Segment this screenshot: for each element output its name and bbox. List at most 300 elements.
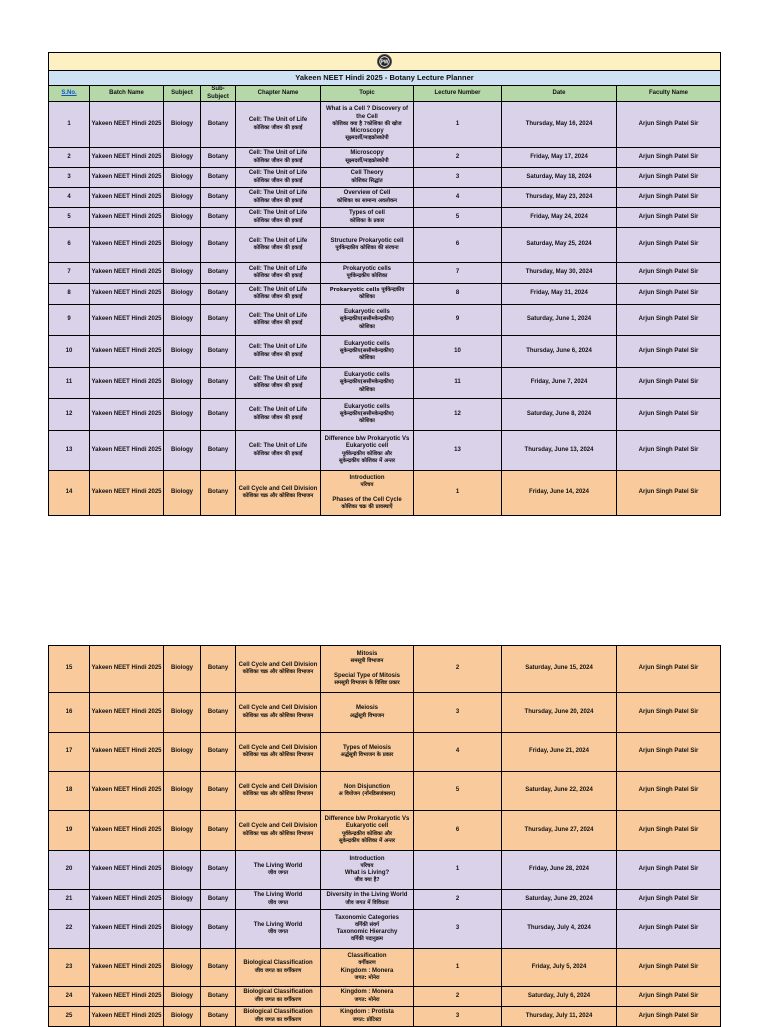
- chapter-name-en: Cell Cycle and Cell Division: [238, 783, 318, 790]
- cell-date: Saturday, May 25, 2024: [502, 228, 617, 263]
- planner-title: Yakeen NEET Hindi 2025 - Botany Lecture Planner: [49, 71, 721, 86]
- topic-line: कोशिका: [359, 355, 375, 362]
- chapter-name-hi: कोशिका जीवन की इकाई: [253, 273, 303, 279]
- cell-sub-subject: Botany: [201, 399, 236, 431]
- cell-lecture-number: 11: [414, 368, 502, 399]
- cell-faculty: Arjun Singh Patel Sir: [617, 168, 721, 188]
- topic-line: Eukaryotic cells: [344, 372, 390, 379]
- chapter-name-hi: कोशिका चक्र और कोशिका विभाजन: [242, 669, 314, 675]
- table-row: [49, 987, 721, 1007]
- cell-lecture-number: 3: [414, 910, 502, 949]
- topic-line: समसूत्री विभाजन: [350, 658, 384, 665]
- chapter-name-en: Cell: The Unit of Life: [248, 265, 308, 272]
- cell-chapter: [236, 208, 321, 228]
- chapter-name-en: Cell Cycle and Cell Division: [238, 661, 318, 668]
- cell-sno: 1: [49, 102, 90, 148]
- cell-lecture-number: 2: [414, 646, 502, 693]
- cell-topic: [321, 305, 414, 336]
- cell-faculty: Arjun Singh Patel Sir: [617, 1007, 721, 1027]
- pw-logo-icon: [377, 54, 392, 69]
- topic-line: Eukaryotic cells: [344, 403, 390, 410]
- cell-lecture-number: 8: [414, 284, 502, 305]
- table-row: [49, 399, 721, 431]
- chapter-name-en: Biological Classification: [243, 989, 313, 996]
- cell-sno: 15: [49, 646, 90, 693]
- topic-line: Types of cell: [349, 210, 385, 217]
- cell-sub-subject: Botany: [201, 987, 236, 1007]
- cell-date: Saturday, May 18, 2024: [502, 168, 617, 188]
- cell-sno: 25: [49, 1007, 90, 1027]
- cell-topic: [321, 949, 414, 987]
- cell-faculty: Arjun Singh Patel Sir: [617, 305, 721, 336]
- cell-batch: Yakeen NEET Hindi 2025: [90, 188, 164, 208]
- topic-line: कोशिका चक्र की प्रावस्थाएँ: [341, 503, 393, 510]
- topic-line: सुकेन्द्रकीय(ससीमकेन्द्रकीय): [339, 410, 395, 417]
- cell-sno: 3: [49, 168, 90, 188]
- topic-line: जगत: मोनेरा: [354, 974, 380, 981]
- topic-line: Difference b/w Prokaryotic Vs Eukaryotic cell: [324, 436, 410, 450]
- cell-batch: Yakeen NEET Hindi 2025: [90, 811, 164, 851]
- chapter-name-en: Cell: The Unit of Life: [248, 190, 308, 197]
- cell-sub-subject: Botany: [201, 102, 236, 148]
- planner-table-2: [48, 645, 721, 1027]
- cell-sno: 22: [49, 910, 90, 949]
- topic-line: What is a Cell ? Discovery of the Cell: [325, 106, 409, 120]
- topic-line: सूक्ष्मदर्शी/माइक्रोस्कोपी: [345, 135, 389, 142]
- cell-faculty: Arjun Singh Patel Sir: [617, 987, 721, 1007]
- cell-chapter: [236, 305, 321, 336]
- cell-topic: [321, 890, 414, 910]
- topic-line: Structure Prokaryotic cell: [330, 237, 404, 244]
- cell-batch: Yakeen NEET Hindi 2025: [90, 336, 164, 368]
- cell-sub-subject: Botany: [201, 693, 236, 733]
- cell-faculty: Arjun Singh Patel Sir: [617, 431, 721, 471]
- cell-lecture-number: 6: [414, 228, 502, 263]
- chapter-name-hi: कोशिका चक्र और कोशिका विभाजन: [242, 493, 314, 499]
- cell-sno: 14: [49, 471, 90, 516]
- topic-line: Phases of the Cell Cycle: [332, 496, 402, 503]
- table-row: [49, 336, 721, 368]
- cell-sno: 20: [49, 851, 90, 890]
- cell-sno: 9: [49, 305, 90, 336]
- chapter-name-en: Cell Cycle and Cell Division: [238, 744, 318, 751]
- table-row: [49, 168, 721, 188]
- table-row: [49, 772, 721, 811]
- topic-line: [322, 490, 412, 497]
- topic-line: कोशिका: [359, 323, 375, 330]
- cell-chapter: [236, 336, 321, 368]
- cell-topic: [321, 188, 414, 208]
- cell-sno: 10: [49, 336, 90, 368]
- col-header-lecture: Lecture Number: [414, 86, 502, 102]
- cell-subject: Biology: [164, 102, 201, 148]
- cell-sub-subject: Botany: [201, 471, 236, 516]
- cell-faculty: Arjun Singh Patel Sir: [617, 811, 721, 851]
- topic-line: वर्गिकी संवर्ग: [354, 921, 380, 928]
- chapter-name-en: Cell: The Unit of Life: [248, 312, 308, 319]
- cell-lecture-number: 4: [414, 733, 502, 772]
- cell-batch: Yakeen NEET Hindi 2025: [90, 471, 164, 516]
- topic-line: जगत: प्रोटिस्टा: [352, 1016, 382, 1023]
- cell-batch: Yakeen NEET Hindi 2025: [90, 733, 164, 772]
- cell-sub-subject: Botany: [201, 1007, 236, 1027]
- cell-faculty: Arjun Singh Patel Sir: [617, 188, 721, 208]
- topic-line: Microscopy: [350, 150, 384, 157]
- cell-chapter: [236, 949, 321, 987]
- cell-date: Friday, June 28, 2024: [502, 851, 617, 890]
- col-header-sno[interactable]: S.No.: [49, 86, 90, 102]
- cell-date: Friday, June 7, 2024: [502, 368, 617, 399]
- table-row: [49, 208, 721, 228]
- table-row: [49, 263, 721, 284]
- topic-line: Non Disjunction: [344, 783, 390, 790]
- cell-lecture-number: 1: [414, 949, 502, 987]
- cell-sub-subject: Botany: [201, 949, 236, 987]
- cell-subject: Biology: [164, 431, 201, 471]
- topic-line: Introduction: [349, 475, 385, 482]
- cell-subject: Biology: [164, 148, 201, 168]
- cell-sno: 24: [49, 987, 90, 1007]
- topic-line: कोशिका के प्रकार: [349, 217, 385, 224]
- col-header-date: Date: [502, 86, 617, 102]
- cell-sub-subject: Botany: [201, 368, 236, 399]
- cell-sub-subject: Botany: [201, 263, 236, 284]
- cell-subject: Biology: [164, 733, 201, 772]
- cell-sub-subject: Botany: [201, 284, 236, 305]
- cell-batch: Yakeen NEET Hindi 2025: [90, 693, 164, 733]
- cell-topic: [321, 102, 414, 148]
- cell-topic: [321, 431, 414, 471]
- topic-line: सुकेन्द्रकीय(ससीमकेन्द्रकीय): [339, 316, 395, 323]
- topic-line: Overview of Cell: [343, 190, 391, 197]
- cell-batch: Yakeen NEET Hindi 2025: [90, 228, 164, 263]
- cell-date: Thursday, May 30, 2024: [502, 263, 617, 284]
- cell-lecture-number: 4: [414, 188, 502, 208]
- cell-faculty: Arjun Singh Patel Sir: [617, 471, 721, 516]
- cell-faculty: Arjun Singh Patel Sir: [617, 733, 721, 772]
- cell-sub-subject: Botany: [201, 148, 236, 168]
- cell-lecture-number: 5: [414, 208, 502, 228]
- cell-sub-subject: Botany: [201, 188, 236, 208]
- topic-line: Microscopy: [350, 128, 384, 135]
- chapter-name-hi: कोशिका जीवन की इकाई: [253, 157, 303, 164]
- chapter-name-en: Cell: The Unit of Life: [248, 407, 308, 414]
- cell-lecture-number: 6: [414, 811, 502, 851]
- topic-line: Prokaryotic cells पूर्वकेन्द्रकीय: [329, 286, 405, 293]
- topic-line: कोशिका सिद्धांत: [351, 177, 383, 184]
- cell-lecture-number: 3: [414, 693, 502, 733]
- topic-line: अर्द्धसूत्री विभाजन: [349, 712, 385, 719]
- cell-date: Saturday, June 15, 2024: [502, 646, 617, 693]
- svg-text:PW: PW: [380, 59, 389, 66]
- chapter-name-en: Biological Classification: [243, 960, 313, 967]
- cell-faculty: Arjun Singh Patel Sir: [617, 208, 721, 228]
- cell-faculty: Arjun Singh Patel Sir: [617, 368, 721, 399]
- cell-sub-subject: Botany: [201, 168, 236, 188]
- topic-line: जीव क्या है?: [354, 877, 380, 884]
- topic-line: अर्द्धसूत्री विभाजन के प्रकार: [340, 752, 394, 758]
- cell-subject: Biology: [164, 305, 201, 336]
- cell-subject: Biology: [164, 1007, 201, 1027]
- col-header-faculty: Faculty Name: [617, 86, 721, 102]
- cell-date: Friday, June 14, 2024: [502, 471, 617, 516]
- cell-chapter: [236, 263, 321, 284]
- cell-date: Friday, June 21, 2024: [502, 733, 617, 772]
- table-row: [49, 890, 721, 910]
- cell-topic: [321, 284, 414, 305]
- topic-line: पूर्वकेन्द्रकीय कोशिका और: [341, 830, 393, 837]
- cell-subject: Biology: [164, 987, 201, 1007]
- table-row: [49, 949, 721, 987]
- cell-sub-subject: Botany: [201, 336, 236, 368]
- chapter-name-hi: जीव जगत: [267, 929, 289, 935]
- cell-faculty: Arjun Singh Patel Sir: [617, 851, 721, 890]
- cell-date: Saturday, June 22, 2024: [502, 772, 617, 811]
- topic-line: सूक्ष्मदर्शी/माइक्रोस्कोपी: [345, 157, 389, 164]
- topic-line: कोशिका: [359, 418, 375, 425]
- table-row: [49, 733, 721, 772]
- cell-batch: Yakeen NEET Hindi 2025: [90, 646, 164, 693]
- cell-batch: Yakeen NEET Hindi 2025: [90, 1007, 164, 1027]
- topic-line: सुकेन्द्रकीय कोशिका में अन्तर: [338, 837, 396, 844]
- topic-line: Diversity in the Living World: [326, 892, 408, 899]
- topic-line: Special Type of Mitosis: [334, 672, 400, 679]
- cell-batch: Yakeen NEET Hindi 2025: [90, 431, 164, 471]
- topic-line: Classification: [347, 953, 387, 960]
- chapter-name-hi: कोशिका चक्र और कोशिका विभाजन: [242, 752, 314, 758]
- topic-line: पूर्वकेन्द्रकीय कोशिका और: [341, 450, 393, 457]
- topic-line: Taxonomic Categories: [335, 914, 399, 921]
- cell-sub-subject: Botany: [201, 733, 236, 772]
- cell-topic: [321, 733, 414, 772]
- topic-line: Cell Theory: [350, 170, 384, 177]
- chapter-name-hi: जीव जगत का वर्गीकरण: [254, 1016, 302, 1023]
- topic-line: Kingdom : Monera: [340, 967, 394, 974]
- cell-topic: [321, 399, 414, 431]
- cell-subject: Biology: [164, 208, 201, 228]
- cell-faculty: Arjun Singh Patel Sir: [617, 336, 721, 368]
- cell-date: Friday, July 5, 2024: [502, 949, 617, 987]
- cell-faculty: Arjun Singh Patel Sir: [617, 693, 721, 733]
- cell-topic: [321, 693, 414, 733]
- cell-topic: [321, 336, 414, 368]
- chapter-name-hi: कोशिका जीवन की इकाई: [253, 197, 303, 204]
- cell-sub-subject: Botany: [201, 890, 236, 910]
- cell-chapter: [236, 148, 321, 168]
- topic-line: कोशिका: [359, 294, 375, 300]
- cell-sno: 6: [49, 228, 90, 263]
- chapter-name-hi: कोशिका जीवन की इकाई: [253, 414, 303, 421]
- cell-date: Thursday, June 6, 2024: [502, 336, 617, 368]
- cell-lecture-number: 3: [414, 168, 502, 188]
- chapter-name-hi: जीव जगत का वर्गीकरण: [254, 967, 302, 974]
- cell-faculty: Arjun Singh Patel Sir: [617, 263, 721, 284]
- topic-line: अ वियोजन (नॉनडिसजंक्शन): [338, 791, 396, 797]
- logo-cell: [49, 53, 721, 71]
- cell-subject: Biology: [164, 646, 201, 693]
- table-row: [49, 228, 721, 263]
- cell-subject: Biology: [164, 772, 201, 811]
- topic-line: Kingdom : Monera: [340, 989, 394, 996]
- cell-sno: 18: [49, 772, 90, 811]
- chapter-name-hi: कोशिका जीवन की इकाई: [253, 320, 303, 326]
- cell-subject: Biology: [164, 336, 201, 368]
- cell-subject: Biology: [164, 228, 201, 263]
- cell-date: Thursday, July 11, 2024: [502, 1007, 617, 1027]
- topic-line: Meiosis: [355, 705, 378, 712]
- chapter-name-en: Cell: The Unit of Life: [248, 210, 308, 217]
- cell-faculty: Arjun Singh Patel Sir: [617, 284, 721, 305]
- chapter-name-en: Cell: The Unit of Life: [248, 170, 308, 177]
- cell-subject: Biology: [164, 471, 201, 516]
- cell-batch: Yakeen NEET Hindi 2025: [90, 910, 164, 949]
- chapter-name-en: Cell Cycle and Cell Division: [238, 485, 318, 492]
- cell-subject: Biology: [164, 284, 201, 305]
- topic-line: सुकेन्द्रकीय(ससीमकेन्द्रकीय): [339, 347, 395, 354]
- col-header-subject: Subject: [164, 86, 201, 102]
- cell-date: Friday, May 31, 2024: [502, 284, 617, 305]
- cell-chapter: [236, 168, 321, 188]
- cell-faculty: Arjun Singh Patel Sir: [617, 910, 721, 949]
- cell-date: Saturday, June 1, 2024: [502, 305, 617, 336]
- cell-lecture-number: 2: [414, 890, 502, 910]
- cell-topic: [321, 368, 414, 399]
- cell-sno: 16: [49, 693, 90, 733]
- cell-batch: Yakeen NEET Hindi 2025: [90, 148, 164, 168]
- cell-date: Saturday, June 8, 2024: [502, 399, 617, 431]
- cell-date: Friday, May 17, 2024: [502, 148, 617, 168]
- col-header-chapter: Chapter Name: [236, 86, 321, 102]
- table-row: [49, 188, 721, 208]
- chapter-name-en: Cell: The Unit of Life: [248, 237, 308, 244]
- cell-sub-subject: Botany: [201, 208, 236, 228]
- cell-subject: Biology: [164, 890, 201, 910]
- cell-chapter: [236, 431, 321, 471]
- cell-batch: Yakeen NEET Hindi 2025: [90, 987, 164, 1007]
- cell-chapter: [236, 188, 321, 208]
- topic-line: What is Living?: [344, 870, 390, 876]
- cell-chapter: [236, 851, 321, 890]
- cell-date: Thursday, June 27, 2024: [502, 811, 617, 851]
- cell-subject: Biology: [164, 693, 201, 733]
- chapter-name-en: Cell: The Unit of Life: [248, 443, 308, 450]
- cell-chapter: [236, 890, 321, 910]
- table-row: [49, 811, 721, 851]
- chapter-name-en: Cell Cycle and Cell Division: [238, 823, 318, 830]
- col-header-topic: Topic: [321, 86, 414, 102]
- cell-sno: 7: [49, 263, 90, 284]
- cell-topic: [321, 168, 414, 188]
- topic-line: कोशिका का सामान्य अवलोकन: [337, 197, 397, 204]
- table-row: [49, 910, 721, 949]
- cell-lecture-number: 13: [414, 431, 502, 471]
- cell-faculty: Arjun Singh Patel Sir: [617, 949, 721, 987]
- cell-sno: 13: [49, 431, 90, 471]
- cell-chapter: [236, 399, 321, 431]
- cell-topic: [321, 987, 414, 1007]
- chapter-name-en: Cell: The Unit of Life: [248, 286, 308, 293]
- cell-chapter: [236, 910, 321, 949]
- table-row: [49, 148, 721, 168]
- table-row: [49, 431, 721, 471]
- cell-batch: Yakeen NEET Hindi 2025: [90, 305, 164, 336]
- cell-date: Thursday, June 20, 2024: [502, 693, 617, 733]
- cell-sub-subject: Botany: [201, 772, 236, 811]
- cell-topic: [321, 910, 414, 949]
- cell-batch: Yakeen NEET Hindi 2025: [90, 399, 164, 431]
- chapter-name-en: Cell: The Unit of Life: [248, 375, 308, 382]
- chapter-name-hi: जीव जगत का वर्गीकरण: [254, 996, 302, 1003]
- cell-chapter: [236, 471, 321, 516]
- col-header-sub-subject: Sub-Subject: [201, 86, 236, 102]
- table-row: [49, 284, 721, 305]
- cell-sno: 23: [49, 949, 90, 987]
- cell-lecture-number: 9: [414, 305, 502, 336]
- table-row: [49, 471, 721, 516]
- cell-lecture-number: 1: [414, 102, 502, 148]
- cell-sno: 11: [49, 368, 90, 399]
- cell-sub-subject: Botany: [201, 851, 236, 890]
- cell-chapter: [236, 102, 321, 148]
- table-row: [49, 646, 721, 693]
- cell-lecture-number: 1: [414, 851, 502, 890]
- cell-topic: [321, 471, 414, 516]
- cell-sub-subject: Botany: [201, 305, 236, 336]
- cell-subject: Biology: [164, 263, 201, 284]
- chapter-name-hi: कोशिका जीवन की इकाई: [253, 124, 303, 131]
- chapter-name-en: The Living World: [253, 921, 303, 928]
- cell-batch: Yakeen NEET Hindi 2025: [90, 168, 164, 188]
- cell-chapter: [236, 646, 321, 693]
- topic-line: वर्गिकी पदानुक्रम: [351, 936, 383, 943]
- cell-date: Saturday, July 6, 2024: [502, 987, 617, 1007]
- cell-chapter: [236, 987, 321, 1007]
- cell-subject: Biology: [164, 399, 201, 431]
- cell-sno: 17: [49, 733, 90, 772]
- col-header-batch: Batch Name: [90, 86, 164, 102]
- chapter-name-hi: कोशिका जीवन की इकाई: [253, 450, 303, 457]
- cell-batch: Yakeen NEET Hindi 2025: [90, 772, 164, 811]
- cell-sub-subject: Botany: [201, 811, 236, 851]
- chapter-name-en: Cell: The Unit of Life: [248, 344, 308, 351]
- cell-batch: Yakeen NEET Hindi 2025: [90, 368, 164, 399]
- cell-subject: Biology: [164, 368, 201, 399]
- cell-chapter: [236, 772, 321, 811]
- topic-line: Eukaryotic cells: [344, 309, 390, 316]
- cell-sub-subject: Botany: [201, 910, 236, 949]
- cell-lecture-number: 5: [414, 772, 502, 811]
- cell-chapter: [236, 284, 321, 305]
- cell-subject: Biology: [164, 851, 201, 890]
- cell-batch: Yakeen NEET Hindi 2025: [90, 102, 164, 148]
- chapter-name-hi: जीव जगत: [267, 870, 289, 876]
- topic-line: Types of Meiosis: [343, 744, 391, 751]
- table-row: [49, 305, 721, 336]
- cell-lecture-number: 7: [414, 263, 502, 284]
- chapter-name-hi: कोशिका जीवन की इकाई: [253, 217, 303, 224]
- chapter-name-hi: कोशिका जीवन की इकाई: [253, 383, 303, 389]
- cell-sno: 4: [49, 188, 90, 208]
- cell-lecture-number: 12: [414, 399, 502, 431]
- topic-line: पूर्वकेन्द्रकीय कोशिका: [346, 273, 388, 279]
- chapter-name-en: Cell Cycle and Cell Division: [238, 705, 318, 712]
- cell-lecture-number: 10: [414, 336, 502, 368]
- cell-date: Thursday, June 13, 2024: [502, 431, 617, 471]
- topic-line: Eukaryotic cells: [344, 340, 390, 347]
- cell-sno: 12: [49, 399, 90, 431]
- cell-lecture-number: 2: [414, 148, 502, 168]
- chapter-name-hi: कोशिका जीवन की इकाई: [253, 351, 303, 358]
